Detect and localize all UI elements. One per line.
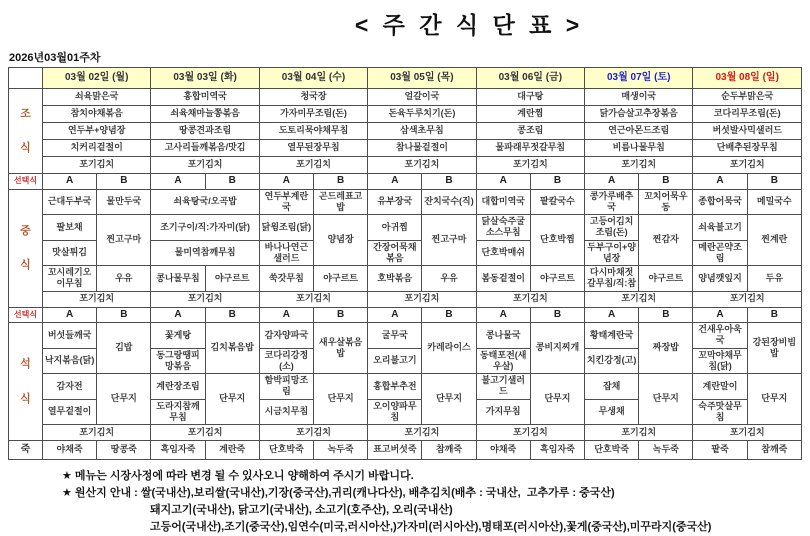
menu-cell: 열무된장무침 (259, 140, 367, 157)
menu-cell: 가지무침 (476, 399, 530, 425)
menu-cell: 두유 (747, 266, 801, 292)
breakfast-row (9, 123, 802, 140)
menu-cell: 버섯발사믹샐러드 (693, 123, 802, 140)
lunch-row (9, 266, 802, 292)
menu-cell: 종합어묵국 (693, 189, 747, 215)
menu-cell: 황태계란국 (585, 323, 639, 349)
menu-cell: 녹두죽 (639, 441, 693, 460)
menu-cell: 찐계란 (747, 215, 801, 266)
menu-cell: 새우살볶음밥 (314, 323, 368, 374)
menu-cell: 참깨죽 (747, 441, 801, 460)
menu-cell: 연근아몬드조림 (585, 123, 693, 140)
select-label: 선택식 (9, 307, 43, 323)
dinner-kimchi-row (9, 425, 802, 441)
menu-cell: 연두부+양념장 (43, 123, 151, 140)
menu-cell: 우유 (422, 266, 476, 292)
option-a-header: A (259, 174, 313, 190)
row-label-porridge: 죽 (9, 441, 43, 460)
menu-cell: 물파래무젓갈무침 (476, 140, 584, 157)
menu-cell: 잔치국수(직) (422, 189, 476, 215)
menu-cell: 단무지 (530, 374, 584, 425)
dinner-row (9, 374, 802, 400)
menu-cell: 가자미무조림(돈) (259, 106, 367, 123)
menu-cell: 대합미역국 (476, 189, 530, 215)
option-a-header: A (43, 307, 97, 323)
menu-cell: 콩나물국 (476, 323, 530, 349)
origin-line-cont: 고등어(국내산),조기(중국산),임연수(미국,러시아산,)가자미(러시아산),명태포(러시아산),꽃게(중국산),미꾸라지(중국산) (150, 521, 712, 534)
menu-cell: 포기김치 (585, 291, 693, 307)
menu-cell: 도라지참깨무침 (151, 399, 205, 425)
day-header-row (9, 68, 802, 89)
menu-cell: 불고기샐러드 (476, 374, 530, 400)
option-a-header: A (693, 174, 747, 190)
menu-cell: 야구르트 (639, 266, 693, 292)
day-header-wed: 03월 04일 (수) (259, 68, 367, 89)
menu-cell: 유부장국 (368, 189, 422, 215)
option-b-header: B (747, 307, 801, 323)
menu-cell: 얼갈이국 (368, 89, 476, 106)
menu-cell: 단무지 (747, 374, 801, 425)
menu-cell: 닭가슴살고추장볶음 (585, 106, 693, 123)
menu-cell: 단무지 (314, 374, 368, 425)
corner-cell (9, 68, 43, 89)
option-b-header: B (97, 307, 151, 323)
menu-cell: 버섯들깨국 (43, 323, 97, 349)
menu-cell: 무생채 (585, 399, 639, 425)
menu-cell: 코다리무조림(돈) (693, 106, 802, 123)
option-b-header: B (314, 174, 368, 190)
breakfast-row (9, 89, 802, 106)
menu-cell: 매생이국 (585, 89, 693, 106)
menu-cell: 포기김치 (585, 425, 693, 441)
menu-cell: 꼬치어묵우동 (639, 189, 693, 215)
menu-cell: 고등어김치조림(돈) (585, 215, 639, 241)
menu-cell: 계란말이 (693, 374, 747, 400)
menu-cell: 홍합미역국 (151, 89, 259, 106)
menu-cell: 동그랑땡피망볶음 (151, 348, 205, 374)
menu-cell: 쑥갓무침 (259, 266, 313, 292)
menu-cell: 참깨죽 (422, 441, 476, 460)
menu-cell: 포기김치 (693, 291, 802, 307)
menu-cell: 팥칼국수 (530, 189, 584, 215)
menu-cell: 포기김치 (693, 425, 802, 441)
menu-cell: 도토리묵야채무침 (259, 123, 367, 140)
option-b-header: B (314, 307, 368, 323)
menu-cell: 참치야채볶음 (43, 106, 151, 123)
menu-cell: 시금치무침 (259, 399, 313, 425)
menu-cell: 땅콩죽 (97, 441, 151, 460)
option-a-header: A (259, 307, 313, 323)
menu-cell: 아귀찜 (368, 215, 422, 241)
menu-cell: 짜장밥 (639, 323, 693, 374)
menu-cell: 단무지 (422, 374, 476, 425)
menu-cell: 순두부맑은국 (693, 89, 802, 106)
menu-cell: 연두부계란국 (259, 189, 313, 215)
menu-cell: 건새우아욱국 (693, 323, 747, 349)
menu-cell: 닭윙조림(닭) (259, 215, 313, 241)
breakfast-row (9, 140, 802, 157)
menu-cell: 참나물겉절이 (368, 140, 476, 157)
menu-cell: 물미역참깨무침 (151, 240, 259, 266)
option-b-header: B (422, 307, 476, 323)
menu-cell: 낙지볶음(닭) (43, 348, 97, 374)
porridge-row (9, 441, 802, 460)
menu-cell: 야구르트 (530, 266, 584, 292)
option-a-header: A (585, 307, 639, 323)
menu-cell: 찐고구마 (97, 215, 151, 266)
menu-cell: 맛살튀김 (43, 240, 97, 266)
menu-cell: 단배추된장무침 (693, 140, 802, 157)
menu-cell: 콩나물무침 (151, 266, 205, 292)
menu-cell: 청국장 (259, 89, 367, 106)
menu-cell: 단호박죽 (585, 441, 639, 460)
option-a-header: A (476, 174, 530, 190)
menu-cell: 조기구이/직:가자미(닭) (151, 215, 259, 241)
option-b-header: B (97, 174, 151, 190)
option-b-header: B (639, 174, 693, 190)
menu-cell: 단무지 (205, 374, 259, 425)
menu-cell: 꼬시레기오이무침 (43, 266, 97, 292)
origin-line-cont: 돼지고기(국내산), 닭고기(국내산), 소고기(호주산), 오리(국내산) (150, 504, 453, 517)
menu-cell: 비름나물무침 (585, 140, 693, 157)
menu-cell: 포기김치 (151, 157, 259, 174)
menu-cell: 함박피망조림 (259, 374, 313, 400)
select-row-lunch (9, 174, 802, 190)
menu-cell: 야채죽 (43, 441, 97, 460)
option-b-header: B (205, 174, 259, 190)
notice-line: ★ 메뉴는 시장사정에 따라 변경 될 수 있사오니 양해하여 주시기 바랍니다. (62, 470, 414, 482)
menu-cell: 바나나연근샐러드 (259, 240, 313, 266)
option-a-header: A (368, 307, 422, 323)
menu-cell: 단무지 (639, 374, 693, 425)
option-b-header: B (530, 174, 584, 190)
menu-cell: 단무지 (97, 374, 151, 425)
breakfast-kimchi-row (9, 157, 802, 174)
menu-cell: 홍합부추전 (368, 374, 422, 400)
menu-cell: 포기김치 (368, 157, 476, 174)
day-header-tue: 03월 03일 (화) (151, 68, 259, 89)
lunch-kimchi-row (9, 291, 802, 307)
menu-cell: 계란장조림 (151, 374, 205, 400)
row-label-dinner: 석식 (9, 323, 43, 441)
menu-cell: 코다리강정(소) (259, 348, 313, 374)
menu-cell: 야구르트 (314, 266, 368, 292)
menu-cell: 표고버섯죽 (368, 441, 422, 460)
menu-cell: 팥죽 (693, 441, 747, 460)
menu-cell: 포기김치 (151, 291, 259, 307)
menu-cell: 물만두국 (97, 189, 151, 215)
lunch-row (9, 215, 802, 241)
week-label: 2026년03월01주차 (9, 52, 101, 64)
day-header-mon: 03월 02일 (월) (43, 68, 151, 89)
menu-cell: 흑임자죽 (530, 441, 584, 460)
menu-cell: 쇠육불고기 (693, 215, 747, 241)
menu-cell: 단호박매쉬 (476, 240, 530, 266)
menu-cell: 포기김치 (476, 425, 584, 441)
menu-cell: 간장어묵채볶음 (368, 240, 422, 266)
menu-cell: 강된장비빔밥 (747, 323, 801, 374)
menu-cell: 곤드레표고밥 (314, 189, 368, 215)
menu-cell: 녹두죽 (314, 441, 368, 460)
menu-cell: 쇠육채마늘쫑볶음 (151, 106, 259, 123)
day-header-thu: 03월 05일 (목) (368, 68, 476, 89)
menu-cell: 땅콩견과조림 (151, 123, 259, 140)
menu-cell: 포기김치 (476, 291, 584, 307)
menu-cell: 콩비지찌개 (530, 323, 584, 374)
menu-cell: 포기김치 (259, 425, 367, 441)
menu-cell: 잡채 (585, 374, 639, 400)
menu-cell: 봄동겉절이 (476, 266, 530, 292)
menu-cell: 굴무국 (368, 323, 422, 349)
menu-cell: 오리불고기 (368, 348, 422, 374)
option-a-header: A (476, 307, 530, 323)
menu-cell: 팔보채 (43, 215, 97, 241)
option-a-header: A (585, 174, 639, 190)
menu-cell: 꽃게탕 (151, 323, 205, 349)
menu-cell: 포기김치 (476, 157, 584, 174)
option-a-header: A (151, 174, 205, 190)
menu-cell: 다시마채젓갈무침/직:참 (585, 266, 639, 292)
menu-cell: 숙주맛살무침 (693, 399, 747, 425)
menu-cell: 양념깻잎지 (693, 266, 747, 292)
origin-line: ★ 원산지 안내 : 쌀(국내산),보리쌀(국내산),기장(중국산),귀리(캐나다산), 배추김치(배추 : 국내산, 고추가루 : 중국산) (62, 487, 615, 500)
menu-cell: 단호박찜 (530, 215, 584, 266)
menu-table (8, 67, 802, 460)
menu-cell: 콩조림 (476, 123, 584, 140)
menu-cell: 흑임자죽 (151, 441, 205, 460)
menu-cell: 꼬막야채무침(닭) (693, 348, 747, 374)
menu-cell: 포기김치 (259, 157, 367, 174)
menu-cell: 치커리겉절이 (43, 140, 151, 157)
menu-cell: 포기김치 (43, 157, 151, 174)
menu-cell: 근대두부국 (43, 189, 97, 215)
menu-cell: 오이양파무침 (368, 399, 422, 425)
lunch-row (9, 189, 802, 215)
menu-cell: 감자양파국 (259, 323, 313, 349)
footnotes (0, 468, 810, 536)
day-header-sun: 03월 08일 (일) (693, 68, 802, 89)
page-title: < 주 간 식 단 표 > (354, 12, 584, 38)
menu-cell: 김치볶음밥 (205, 323, 259, 374)
menu-cell: 닭살숙주굴소스무침 (476, 215, 530, 241)
option-a-header: A (151, 307, 205, 323)
menu-cell: 두부구이+양념장 (585, 240, 639, 266)
menu-cell: 포기김치 (585, 157, 693, 174)
option-b-header: B (422, 174, 476, 190)
option-b-header: B (747, 174, 801, 190)
menu-cell: 카레라이스 (422, 323, 476, 374)
option-a-header: A (368, 174, 422, 190)
menu-cell: 삼색초무침 (368, 123, 476, 140)
option-b-header: B (530, 307, 584, 323)
menu-cell: 치킨강정(고) (585, 348, 639, 374)
day-header-fri: 03월 06일 (금) (476, 68, 584, 89)
menu-cell: 포기김치 (43, 425, 151, 441)
row-label-breakfast: 조식 (9, 89, 43, 174)
dinner-row (9, 323, 802, 349)
breakfast-row (9, 106, 802, 123)
menu-cell: 메란곤약조림 (693, 240, 747, 266)
menu-cell: 김밥 (97, 323, 151, 374)
menu-cell: 열무겉절이 (43, 399, 97, 425)
option-a-header: A (693, 307, 747, 323)
menu-cell: 콩가루배추국 (585, 189, 639, 215)
day-header-sat: 03월 07일 (토) (585, 68, 693, 89)
menu-cell: 포기김치 (151, 425, 259, 441)
select-row-dinner (9, 307, 802, 323)
row-label-lunch: 중식 (9, 189, 43, 307)
menu-cell: 포기김치 (693, 157, 802, 174)
menu-cell: 돈육두루치기(돈) (368, 106, 476, 123)
option-b-header: B (639, 307, 693, 323)
option-b-header: B (205, 307, 259, 323)
menu-cell: 양념장 (314, 215, 368, 266)
menu-cell: 포기김치 (43, 291, 151, 307)
menu-cell: 포기김치 (368, 425, 476, 441)
menu-cell: 찐고구마 (422, 215, 476, 266)
menu-cell: 감자전 (43, 374, 97, 400)
menu-cell: 쇠육탕국/오곡밥 (151, 189, 259, 215)
menu-cell: 대구탕 (476, 89, 584, 106)
menu-cell: 포기김치 (259, 291, 367, 307)
menu-cell: 야채죽 (476, 441, 530, 460)
menu-cell: 단호박죽 (259, 441, 313, 460)
option-a-header: A (43, 174, 97, 190)
menu-cell: 호박볶음 (368, 266, 422, 292)
menu-cell: 계란찜 (476, 106, 584, 123)
menu-cell: 찐감자 (639, 215, 693, 266)
menu-cell: 메밀국수 (747, 189, 801, 215)
menu-cell: 우유 (97, 266, 151, 292)
menu-cell: 고사리들깨볶음/맛김 (151, 140, 259, 157)
menu-cell: 쇠육맑은국 (43, 89, 151, 106)
menu-cell: 포기김치 (368, 291, 476, 307)
select-label: 선택식 (9, 174, 43, 190)
menu-cell: 야구르트 (205, 266, 259, 292)
menu-cell: 계란죽 (205, 441, 259, 460)
menu-cell: 동태포전(새우살) (476, 348, 530, 374)
